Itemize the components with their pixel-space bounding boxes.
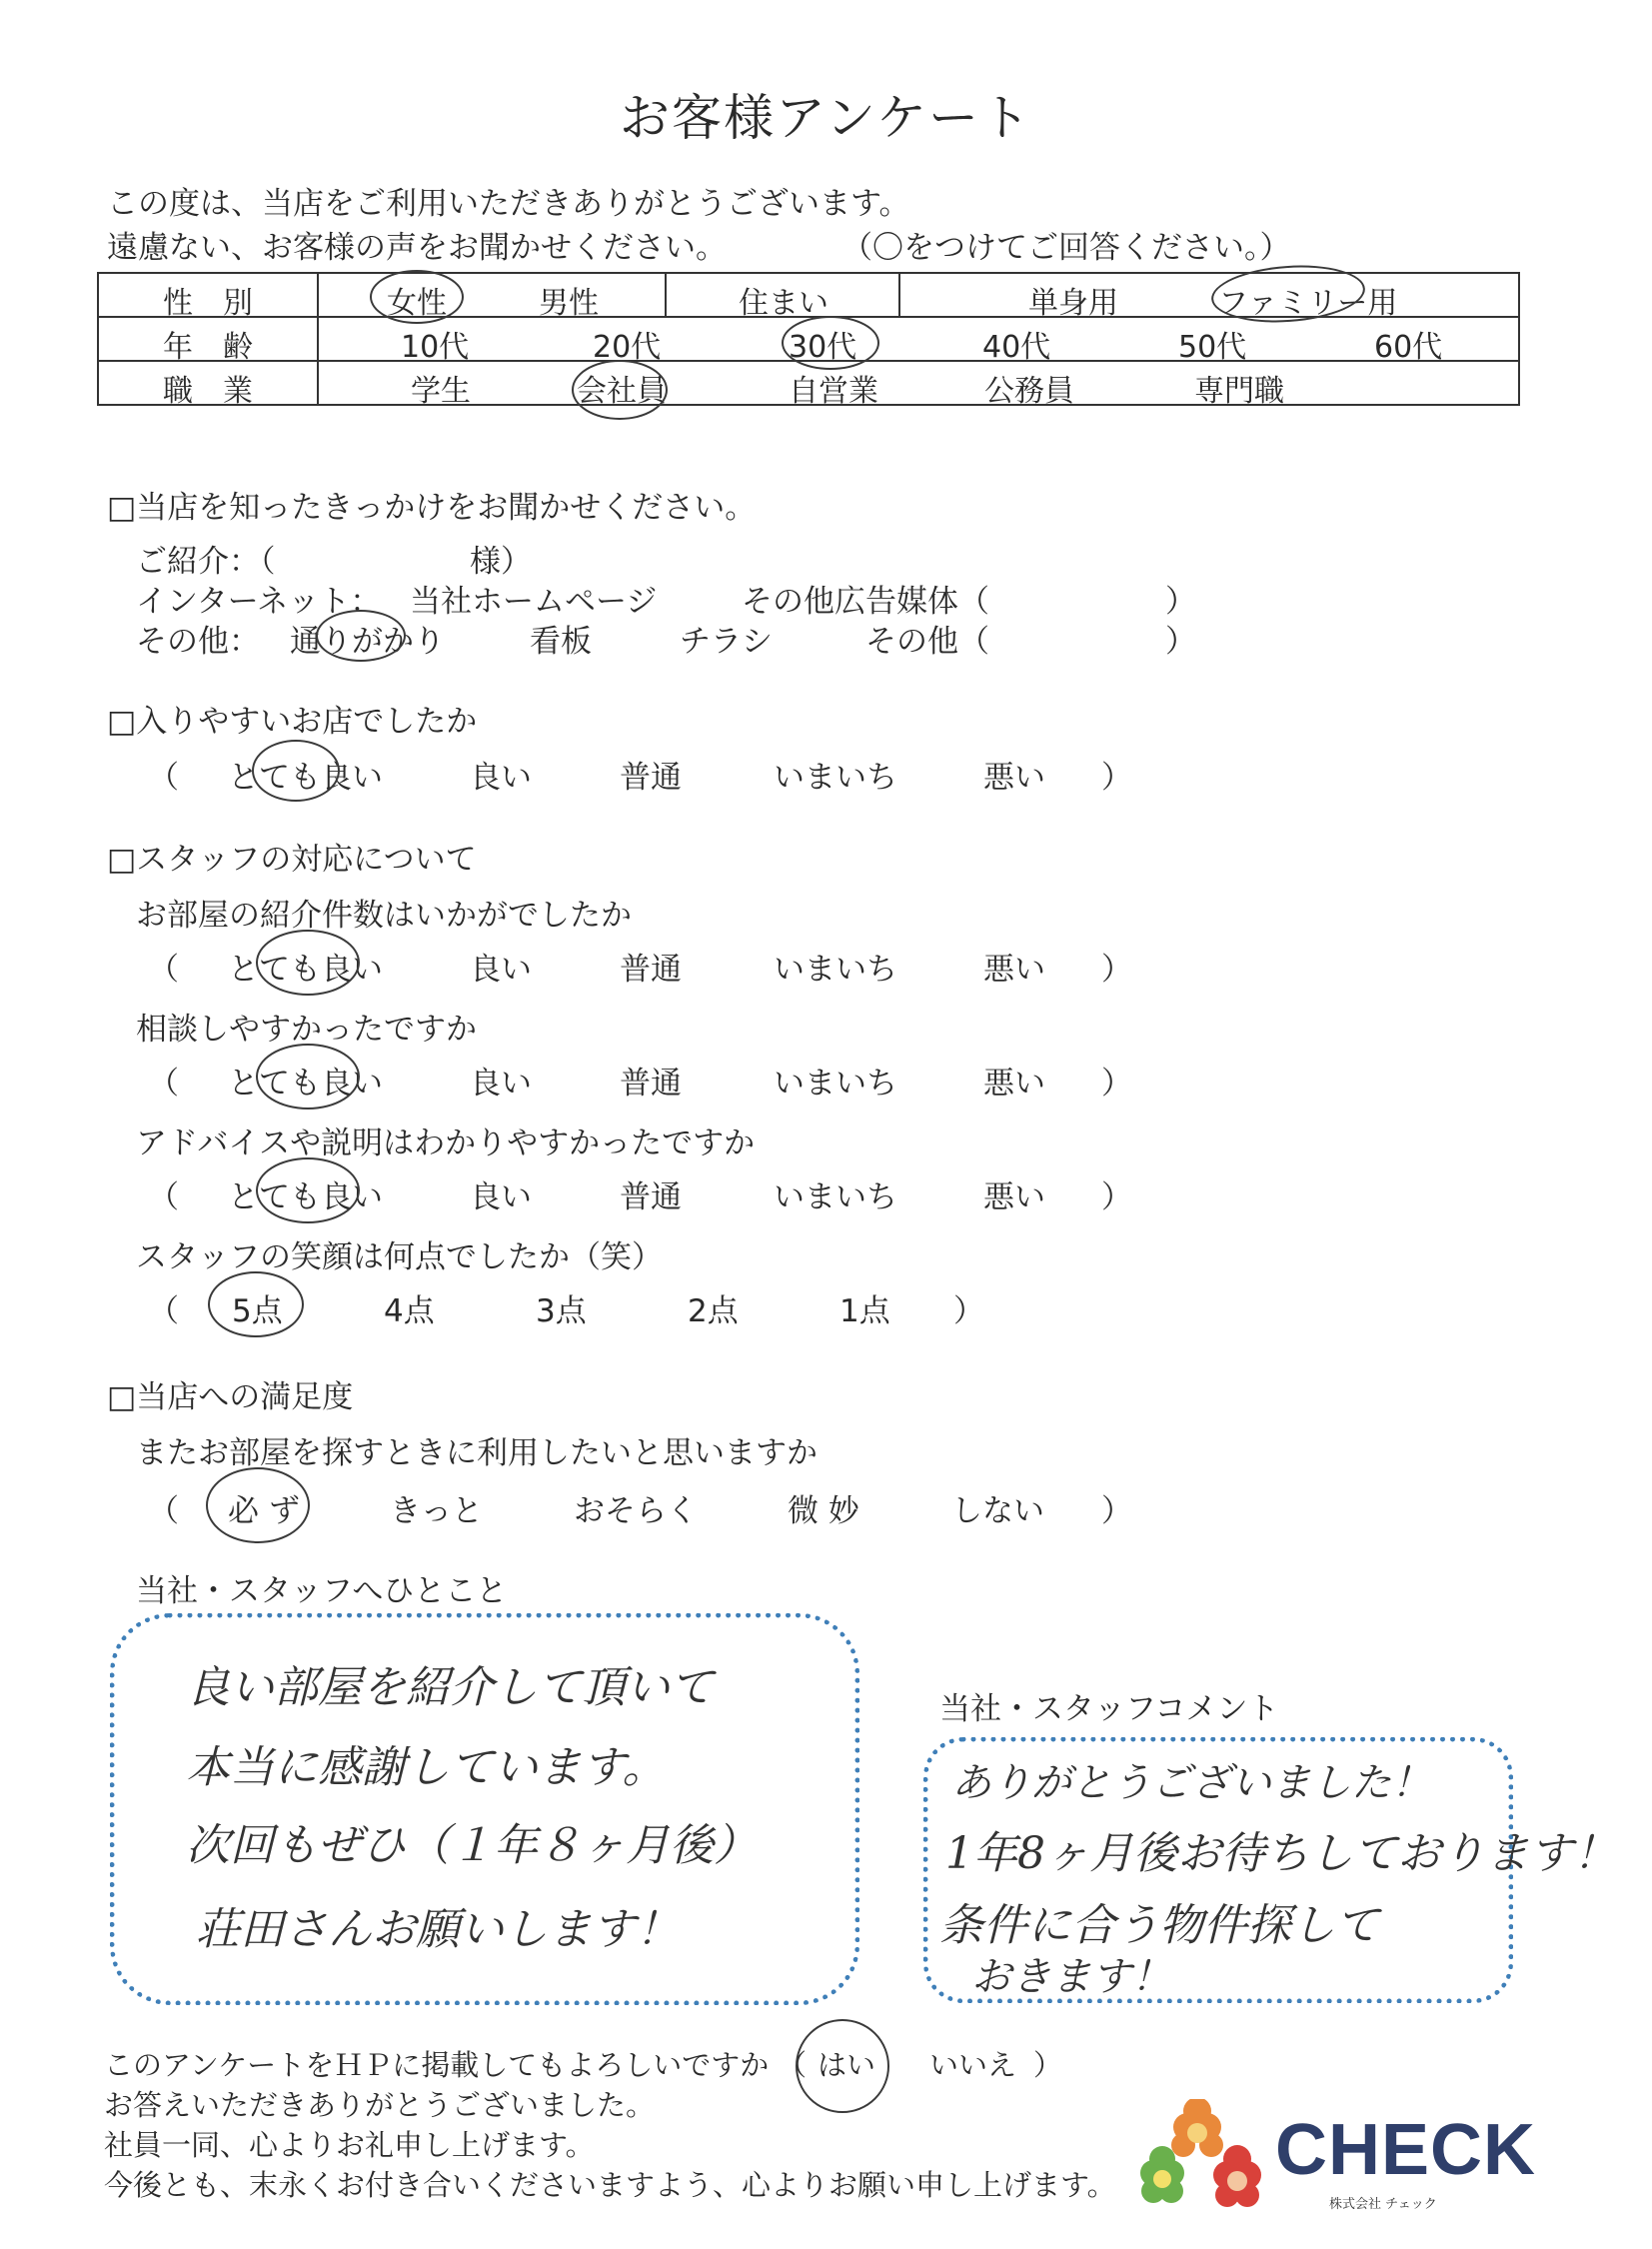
q1-referral-suffix: 様） bbox=[470, 544, 532, 580]
q1-heading: □当店を知ったきっかけをお聞かせください。 bbox=[107, 490, 757, 526]
answer-circle bbox=[796, 2019, 889, 2113]
rating-option[interactable]: 良い bbox=[470, 952, 532, 988]
q4-heading: □当店への満足度 bbox=[107, 1379, 354, 1415]
answer-circle bbox=[256, 1044, 360, 1110]
residence-label: 住まい bbox=[739, 286, 828, 321]
q1-referral: ご紹介：（ bbox=[136, 544, 276, 580]
paren-close: ） bbox=[953, 1293, 984, 1329]
q2-heading: □入りやすいお店でしたか bbox=[107, 704, 478, 740]
paren-close: ） bbox=[1101, 952, 1132, 988]
rating-option[interactable]: いまいち bbox=[774, 1066, 897, 1102]
satisfaction-option[interactable]: きっと bbox=[390, 1493, 483, 1529]
rating-option[interactable]: 悪い bbox=[983, 952, 1045, 988]
paren-close: ） bbox=[1101, 1066, 1132, 1102]
q1-flyer[interactable]: チラシ bbox=[680, 624, 773, 660]
answer-circle bbox=[572, 360, 668, 420]
job-option[interactable]: 会社員 bbox=[577, 374, 667, 409]
answer-circle bbox=[370, 270, 464, 324]
answer-circle bbox=[206, 1467, 310, 1543]
job-option[interactable]: 自営業 bbox=[789, 374, 878, 409]
answer-circle bbox=[256, 1157, 360, 1223]
rating-option[interactable]: 普通 bbox=[620, 1066, 682, 1102]
answer-circle bbox=[316, 610, 406, 662]
rating-option[interactable]: 良い bbox=[470, 1179, 532, 1215]
age-option[interactable]: 60代 bbox=[1374, 330, 1443, 365]
page-title: お客様アンケート bbox=[620, 89, 1032, 147]
age-option[interactable]: 20代 bbox=[593, 330, 662, 365]
rating-option[interactable]: 悪い bbox=[983, 1179, 1045, 1215]
job-label: 職 業 bbox=[163, 374, 253, 409]
satisfaction-option[interactable]: しない bbox=[951, 1493, 1044, 1529]
rating-option[interactable]: いまいち bbox=[774, 760, 897, 796]
rating-option[interactable]: いまいち bbox=[774, 1179, 897, 1215]
q1-other-media[interactable]: その他広告媒体（ bbox=[742, 584, 989, 620]
staff-comment-line: 1年8ヶ月後お待ちしております！ bbox=[945, 1828, 1617, 1879]
paren-open: （ bbox=[148, 1493, 179, 1529]
paren-close: ） bbox=[1101, 1493, 1132, 1529]
q4-sub: またお部屋を探すときに利用したいと思いますか bbox=[136, 1435, 818, 1471]
gender-male[interactable]: 男性 bbox=[539, 286, 599, 321]
rating-option[interactable]: 良い bbox=[470, 760, 532, 796]
paren-close: ） bbox=[1101, 1179, 1132, 1215]
company-logo-text: CHECK bbox=[1275, 2110, 1537, 2190]
publish-no[interactable]: いいえ bbox=[929, 2048, 1017, 2082]
q3-sub4: スタッフの笑顔は何点でしたか（笑） bbox=[136, 1239, 663, 1275]
flower-logo-icon bbox=[1127, 2099, 1277, 2229]
q3-sub2: 相談しやすかったですか bbox=[136, 1012, 477, 1048]
q1-internet-label: インターネット： bbox=[136, 584, 382, 620]
satisfaction-option[interactable]: 微 妙 bbox=[788, 1493, 859, 1529]
thanks-line-3: 今後とも、末永くお付き合いくださいますよう、心よりお願い申し上げます。 bbox=[104, 2168, 1116, 2202]
comment-heading: 当社・スタッフへひとこと bbox=[136, 1573, 508, 1609]
paren-close: ） bbox=[1101, 760, 1132, 796]
job-option[interactable]: 学生 bbox=[411, 374, 471, 409]
comment-line: 荘田さんお願いします！ bbox=[196, 1904, 680, 1955]
rating-option[interactable]: 悪い bbox=[983, 760, 1045, 796]
comment-line: 良い部屋を紹介して頂いて bbox=[186, 1662, 714, 1713]
q1-other-label: その他： bbox=[136, 624, 260, 660]
paren-open: （ bbox=[148, 760, 179, 796]
satisfaction-option[interactable]: おそらく bbox=[574, 1493, 698, 1529]
paren-open: （ bbox=[148, 1293, 179, 1329]
gender-label: 性 別 bbox=[163, 286, 253, 321]
intro-line-2: 遠慮ない、お客様の声をお聞かせください。 bbox=[107, 230, 727, 266]
answer-circle bbox=[208, 1271, 304, 1337]
staff-comment-line: おきます！ bbox=[971, 1954, 1171, 2000]
rating-option[interactable]: とても良い bbox=[228, 952, 383, 988]
intro-instruction: （〇をつけてご回答ください。） bbox=[841, 230, 1291, 266]
points-option[interactable]: 4点 bbox=[384, 1293, 435, 1329]
comment-line: 次回もぜひ（１年８ヶ月後） bbox=[186, 1820, 758, 1871]
q1-close-paren: ） bbox=[1165, 624, 1196, 660]
company-name-sub: 株式会社 チェック bbox=[1329, 2197, 1437, 2212]
q3-sub3: アドバイスや説明はわかりやすかったですか bbox=[136, 1125, 756, 1161]
answer-circle bbox=[252, 740, 340, 802]
points-option[interactable]: 1点 bbox=[839, 1293, 890, 1329]
satisfaction-option[interactable]: 必 ず bbox=[228, 1493, 300, 1529]
points-option[interactable]: 2点 bbox=[688, 1293, 739, 1329]
points-option[interactable]: 5点 bbox=[232, 1293, 283, 1329]
q3-sub1: お部屋の紹介件数はいかがでしたか bbox=[136, 898, 632, 934]
staff-comment-line: 条件に合う物件探して bbox=[939, 1900, 1379, 1951]
rating-option[interactable]: 普通 bbox=[620, 952, 682, 988]
q1-homepage[interactable]: 当社ホームページ bbox=[410, 584, 658, 620]
job-option[interactable]: 公務員 bbox=[984, 374, 1074, 409]
paren-close: ） bbox=[1033, 2048, 1063, 2082]
rating-option[interactable]: とても良い bbox=[228, 760, 383, 796]
rating-option[interactable]: いまいち bbox=[774, 952, 897, 988]
paren-open: （ bbox=[148, 1066, 179, 1102]
paren-open: （ bbox=[148, 952, 179, 988]
answer-circle bbox=[256, 930, 360, 996]
rating-option[interactable]: 良い bbox=[470, 1066, 532, 1102]
job-option[interactable]: 専門職 bbox=[1194, 374, 1284, 409]
residence-family[interactable]: ファミリー用 bbox=[1218, 286, 1398, 321]
staff-comment-line: ありがとうございました！ bbox=[951, 1760, 1431, 1806]
rating-option[interactable]: 普通 bbox=[620, 760, 682, 796]
q1-other-paren[interactable]: その他（ bbox=[865, 624, 989, 660]
age-option[interactable]: 40代 bbox=[982, 330, 1051, 365]
rating-option[interactable]: とても良い bbox=[228, 1066, 383, 1102]
rating-option[interactable]: 普通 bbox=[620, 1179, 682, 1215]
age-option[interactable]: 10代 bbox=[401, 330, 470, 365]
intro-line-1: この度は、当店をご利用いただきありがとうございます。 bbox=[107, 186, 910, 222]
q1-passing[interactable]: 通りがかり bbox=[290, 624, 445, 660]
thanks-line-2: 社員一同、心よりお礼申し上げます。 bbox=[104, 2128, 595, 2162]
rating-option[interactable]: とても良い bbox=[228, 1179, 383, 1215]
gender-female[interactable]: 女性 bbox=[387, 286, 447, 321]
rating-option[interactable]: 悪い bbox=[983, 1066, 1045, 1102]
age-option[interactable]: 30代 bbox=[789, 330, 857, 365]
publish-yes[interactable]: はい bbox=[818, 2048, 876, 2082]
q1-signboard[interactable]: 看板 bbox=[530, 624, 592, 660]
age-option[interactable]: 50代 bbox=[1178, 330, 1247, 365]
residence-single[interactable]: 単身用 bbox=[1028, 286, 1118, 321]
comment-line: 本当に感謝しています。 bbox=[186, 1742, 667, 1793]
q3-heading: □スタッフの対応について bbox=[107, 842, 477, 878]
age-label: 年 齢 bbox=[163, 330, 253, 365]
publish-question: このアンケートをＨＰに掲載してもよろしいですか bbox=[104, 2048, 770, 2082]
paren-open: （ bbox=[148, 1179, 179, 1215]
points-option[interactable]: 3点 bbox=[536, 1293, 587, 1329]
paren-open: （ bbox=[778, 2048, 808, 2082]
thanks-line-1: お答えいただきありがとうございました。 bbox=[104, 2088, 656, 2122]
answer-circle bbox=[782, 316, 879, 370]
staff-comment-heading: 当社・スタッフコメント bbox=[939, 1691, 1279, 1727]
q1-close-paren: ） bbox=[1165, 584, 1196, 620]
